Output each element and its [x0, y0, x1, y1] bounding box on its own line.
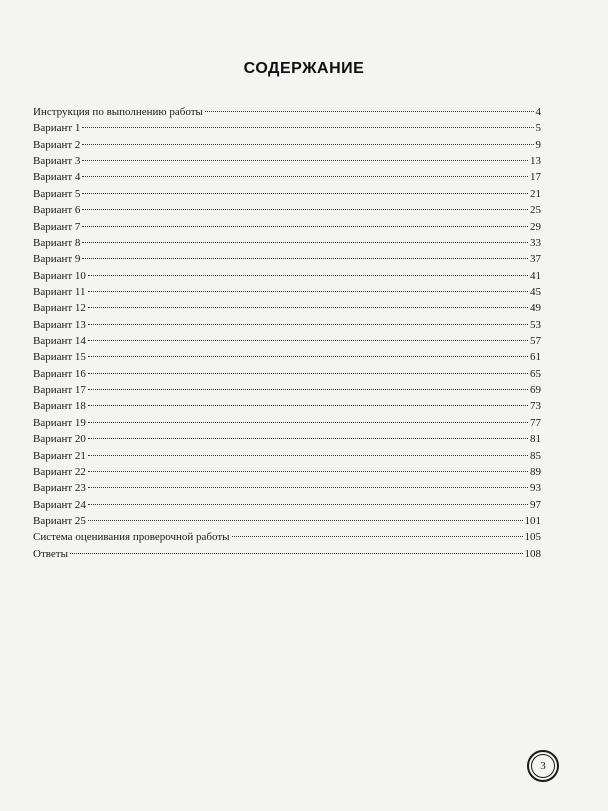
- toc-entry-label: Вариант 18: [33, 400, 86, 413]
- toc-entry: [33, 415, 541, 431]
- toc-entry-label: Вариант 12: [33, 302, 86, 315]
- toc-entry: [33, 268, 541, 284]
- toc-entry-page: 4: [535, 106, 541, 118]
- dot-leader: [82, 258, 528, 259]
- dot-leader: [88, 455, 528, 456]
- toc-entry: [33, 300, 541, 316]
- toc-entry: [33, 366, 541, 382]
- toc-entry-label: Ответы: [33, 547, 68, 560]
- toc-entry-page: 45: [530, 285, 541, 298]
- dot-leader: [88, 356, 528, 357]
- toc-entry-page: 5: [535, 122, 541, 135]
- toc-entry-label: Вариант 9: [33, 253, 81, 266]
- toc-entry-label: Вариант 6: [33, 204, 81, 217]
- dot-leader: [88, 487, 528, 488]
- dot-leader: [82, 242, 528, 243]
- toc-entry-page: 65: [530, 367, 541, 380]
- toc-entry-page: 41: [530, 269, 541, 282]
- dot-leader: [82, 193, 528, 194]
- toc-entry-page: 97: [530, 498, 541, 511]
- toc-entry-label: Вариант 8: [33, 236, 81, 249]
- toc-entry-label: Вариант 25: [33, 514, 86, 527]
- table-of-contents: [33, 104, 541, 562]
- toc-entry-page: 93: [530, 482, 541, 495]
- dot-leader: [88, 471, 528, 472]
- toc-entry: [33, 464, 541, 480]
- dot-leader: [88, 324, 528, 325]
- dot-leader: [82, 226, 528, 227]
- toc-entry-label: Вариант 24: [33, 498, 86, 511]
- toc-entry-page: 49: [530, 302, 541, 315]
- toc-entry-page: 13: [530, 155, 541, 168]
- toc-entry-label: Вариант 3: [33, 155, 81, 168]
- toc-entry-page: 108: [524, 547, 541, 560]
- dot-leader: [82, 209, 528, 210]
- toc-entry: [33, 349, 541, 365]
- toc-entry: [33, 104, 541, 120]
- toc-entry: [33, 251, 541, 267]
- toc-entry-label: Вариант 5: [33, 187, 81, 200]
- toc-entry-page: 25: [530, 204, 541, 217]
- toc-entry: [33, 235, 541, 251]
- toc-entry: [33, 219, 541, 235]
- toc-entry-label: Вариант 7: [33, 220, 81, 233]
- toc-entry-label: Вариант 10: [33, 269, 86, 282]
- toc-entry: [33, 284, 541, 300]
- toc-entry-page: 9: [535, 138, 541, 151]
- toc-entry-label: Инструкция по выполнению работы: [33, 106, 203, 118]
- toc-entry-page: 29: [530, 220, 541, 233]
- dot-leader: [88, 291, 528, 292]
- toc-entry-page: 73: [530, 400, 541, 413]
- toc-entry-label: Вариант 19: [33, 416, 86, 429]
- dot-leader: [88, 340, 528, 341]
- dot-leader: [82, 127, 533, 128]
- toc-entry-label: Вариант 23: [33, 482, 86, 495]
- toc-entry: [33, 497, 541, 513]
- dot-leader: [88, 373, 528, 374]
- dot-leader: [88, 520, 523, 521]
- dot-leader: [88, 275, 528, 276]
- toc-entry-page: 69: [530, 384, 541, 397]
- dot-leader: [88, 438, 528, 439]
- toc-entry-label: Система оценивания проверочной работы: [33, 531, 230, 544]
- toc-entry: [33, 202, 541, 218]
- toc-entry-label: Вариант 14: [33, 335, 86, 348]
- dot-leader: [70, 553, 523, 554]
- toc-entry-page: 21: [530, 187, 541, 200]
- toc-entry-page: 37: [530, 253, 541, 266]
- dot-leader: [88, 422, 528, 423]
- toc-entry-label: Вариант 2: [33, 138, 81, 151]
- dot-leader: [232, 536, 523, 537]
- toc-entry-page: 53: [530, 318, 541, 331]
- toc-entry: [33, 398, 541, 414]
- dot-leader: [205, 111, 534, 112]
- toc-entry-label: Вариант 13: [33, 318, 86, 331]
- dot-leader: [82, 160, 528, 161]
- dot-leader: [88, 405, 528, 406]
- toc-entry: [33, 120, 541, 136]
- toc-entry-page: 85: [530, 449, 541, 462]
- toc-entry-label: Вариант 16: [33, 367, 86, 380]
- toc-entry: [33, 513, 541, 529]
- dot-leader: [82, 144, 533, 145]
- toc-entry-label: Вариант 20: [33, 433, 86, 446]
- toc-entry-page: 101: [524, 514, 541, 527]
- toc-entry: [33, 333, 541, 349]
- toc-entry: [33, 529, 541, 545]
- toc-entry-page: 61: [530, 351, 541, 364]
- dot-leader: [88, 504, 528, 505]
- toc-entry: [33, 137, 541, 153]
- dot-leader: [88, 389, 528, 390]
- toc-entry-page: 33: [530, 236, 541, 249]
- toc-entry: [33, 480, 541, 496]
- toc-entry-label: Вариант 17: [33, 384, 86, 397]
- toc-entry-page: 105: [524, 531, 541, 544]
- toc-entry: [33, 317, 541, 333]
- toc-entry-label: Вариант 11: [33, 285, 86, 298]
- toc-entry-label: Вариант 1: [33, 122, 81, 135]
- toc-entry: [33, 382, 541, 398]
- toc-entry: [33, 546, 541, 562]
- toc-entry-label: Вариант 4: [33, 171, 81, 184]
- toc-entry: [33, 448, 541, 464]
- toc-entry: [33, 153, 541, 169]
- toc-entry: [33, 431, 541, 447]
- toc-entry-label: Вариант 22: [33, 465, 86, 478]
- toc-entry-page: 57: [530, 335, 541, 348]
- toc-entry-label: Вариант 21: [33, 449, 86, 462]
- toc-entry-page: 89: [530, 465, 541, 478]
- toc-entry-page: 81: [530, 433, 541, 446]
- toc-entry: [33, 186, 541, 202]
- dot-leader: [88, 307, 528, 308]
- toc-entry: [33, 169, 541, 185]
- dot-leader: [82, 176, 528, 177]
- page-title: СОДЕРЖАНИЕ: [243, 60, 365, 77]
- page-number: 3: [527, 750, 559, 782]
- toc-entry-label: Вариант 15: [33, 351, 86, 364]
- toc-entry-page: 77: [530, 416, 541, 429]
- toc-entry-page: 17: [530, 171, 541, 184]
